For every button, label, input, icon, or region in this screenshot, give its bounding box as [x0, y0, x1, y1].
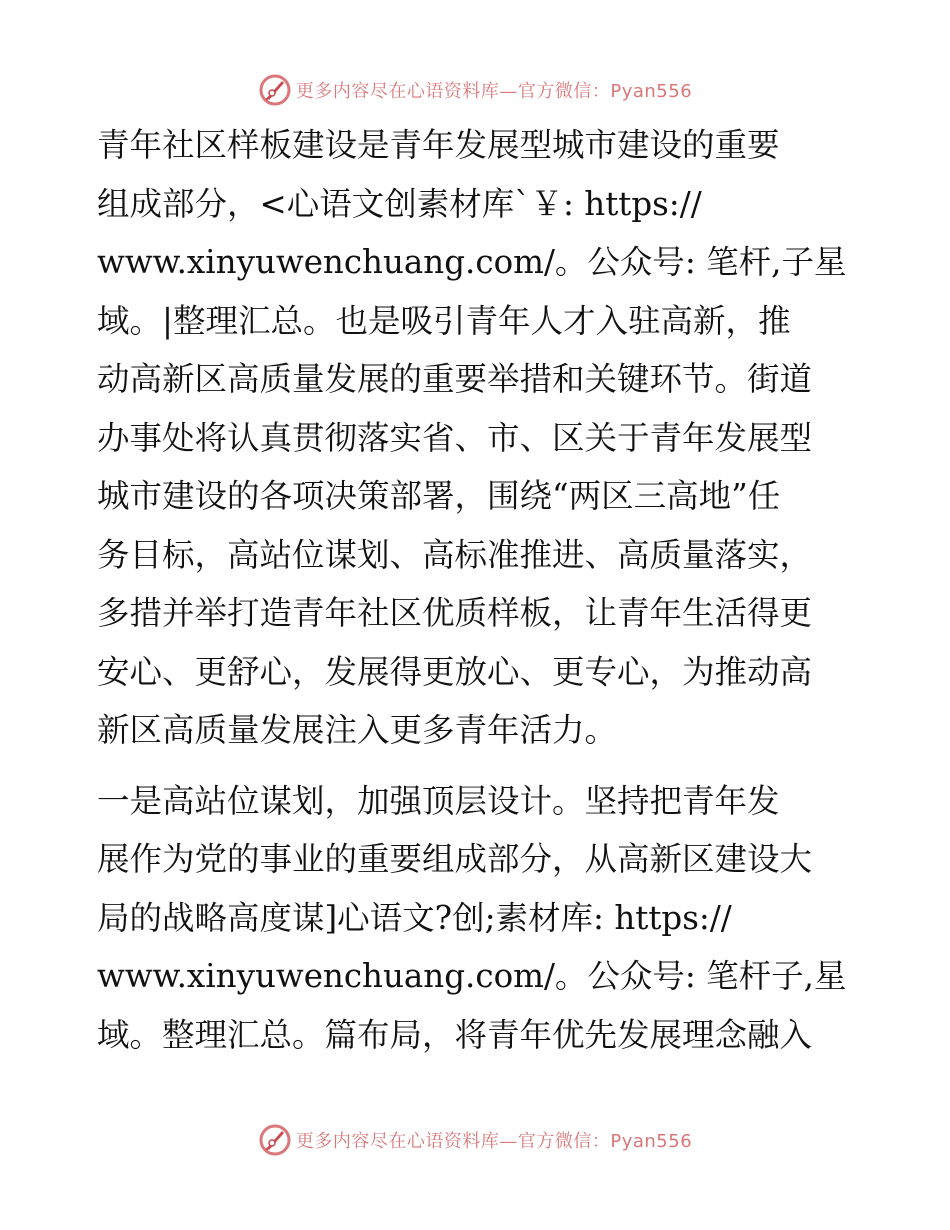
watermark-header-top [0, 72, 950, 108]
quill-seal-icon [258, 73, 292, 107]
watermark-text: 更多内容尽在心语资料库—官方微信：Pyan556 [295, 1131, 693, 1152]
watermark-wechat-id: Pyan556 [610, 1131, 693, 1152]
text-line: 展作为党的事业的重要组成部分，从高新区建设大 [97, 840, 813, 878]
text-line: 新区高质量发展注入更多青年活力。 [97, 711, 618, 749]
quill-seal-icon [258, 1123, 292, 1157]
paragraph-1 [97, 116, 857, 760]
text-line: 一是高站位谋划，加强顶层设计。坚持把青年发 [97, 781, 780, 820]
text-line: 域。|整理汇总。也是吸引青年人才入驻高新，推 [97, 301, 791, 340]
text-line: 青年社区样板建设是青年发展型城市建设的重要 [97, 126, 780, 164]
text-line: 动高新区高质量发展的重要举措和关键环节。街道 [97, 360, 813, 398]
text-line: 域。整理汇总。篇布局，将青年优先发展理念融入 [97, 1015, 813, 1054]
watermark-wechat-id: Pyan556 [610, 81, 693, 102]
text-line: 安心、更舒心，发展得更放心、更专心，为推动高 [97, 652, 813, 691]
text-line: 城市建设的各项决策部署，围绕“两区三高地”任 [97, 477, 781, 515]
paragraph-2 [97, 772, 857, 1065]
text-line: www.xinyuwenchuang.com/。公众号: 笔杆子,星 [97, 957, 847, 995]
document-body [97, 116, 857, 1064]
text-line: 组成部分，<心语文创素材库`￥: https:// [97, 184, 702, 223]
watermark-footer-bottom [0, 1122, 950, 1158]
text-line: www.xinyuwenchuang.com/。公众号: 笔杆,子星 [97, 243, 847, 281]
text-line: 局的战略高度谋]心语文?创;素材库: https:// [97, 898, 732, 937]
text-line: 多措并举打造青年社区优质样板，让青年生活得更 [97, 594, 813, 632]
watermark-text: 更多内容尽在心语资料库—官方微信：Pyan556 [295, 81, 693, 102]
text-line: 办事处将认真贯彻落实省、市、区关于青年发展型 [97, 418, 813, 457]
text-line: 务目标，高站位谋划、高标准推进、高质量落实， [97, 535, 813, 574]
